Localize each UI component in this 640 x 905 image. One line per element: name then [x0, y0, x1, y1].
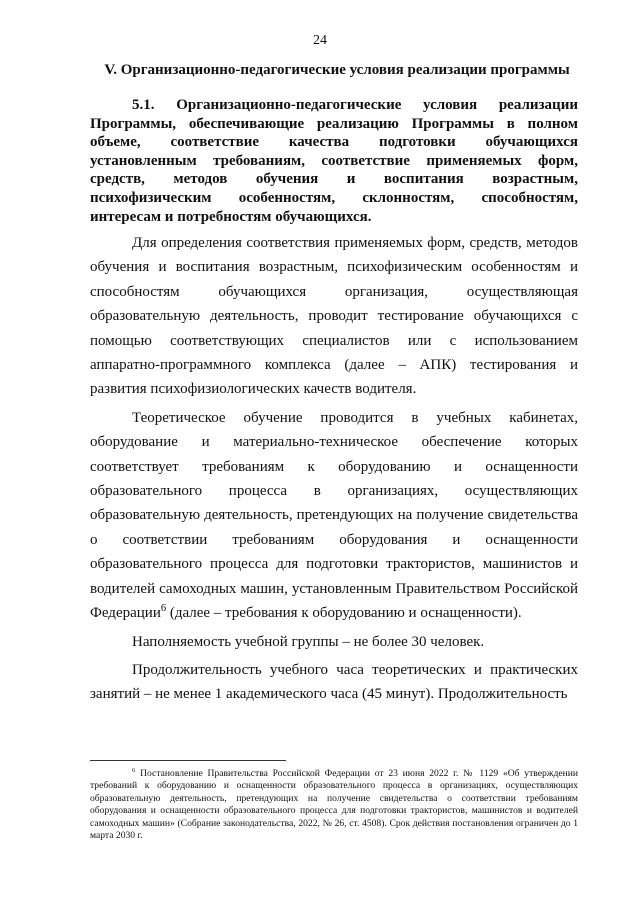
paragraph-text-tail: (далее – требования к оборудованию и оснащенности).	[166, 605, 522, 622]
paragraph-group-size: Наполняемость учебной группы – не более 30 человек.	[132, 633, 485, 650]
footnote-reference[interactable]: 6	[160, 603, 167, 615]
footnote-divider	[90, 760, 286, 761]
footnote-marker: 6	[132, 766, 136, 774]
section-title: V. Организационно-педагогические условия реализации программы	[104, 62, 570, 78]
footnote-text: Постановление Правительства Российской Федерации от 23 июня 2022 г. № 1129 «Об утверждении требований к оборудованию и оснащенности образовательного процесса в организациях, осуществляющих образовательную деятельность, претендующих на получение свидетельства о соответствии требованиям оборудования и оснащенности образовательного процесса для подготовки трактористов, машинистов и водителей самоходных машин» (Собрание законодательства, 2022, № 26, ст. 4508). Срок действия постановления ограничен до 1 марта 2030 г.	[90, 768, 578, 842]
paragraph-theoretical-training	[90, 406, 578, 626]
subsection-title: 5.1. Организационно-педагогические условия реализации Программы, обеспечивающие реализацию Программы в полном объеме, соответствие качества подготовки обучающихся установленным требованиям, соответствие применяемых форм, средств, методов обучения и воспитания возрастным, психофизическим особенностям, склонностям, способностям, интересам и потребностям обучающихся.	[90, 97, 578, 225]
paragraph-text: Теоретическое обучение проводится в учебных кабинетах, оборудование и материально-техническое обеспечение которых соответствует требованиям к оборудованию и оснащенности образовательного процесса в организациях, осуществляющих образовательную деятельность, претендующих на получение свидетельства о соответствии требованиям оборудования и оснащенности образовательного процесса для подготовки трактористов, машинистов и водителей самоходных машин, установленным Правительством Российской Федерации	[90, 409, 578, 622]
footnote	[90, 768, 578, 842]
paragraph-lesson-duration: Продолжительность учебного часа теоретических и практических занятий – не менее 1 академического часа (45 минут). Продолжительность	[90, 661, 578, 703]
body-text	[90, 231, 578, 711]
paragraph-apk-testing: Для определения соответствия применяемых форм, средств, методов обучения и воспитания возрастным, психофизическим особенностям и способностям обучающихся организация, осуществляющая образовательную деятельность, проводит тестирование обучающихся с помощью соответствующих специалистов или с использованием аппаратно-программного комплекса (далее – АПК) тестирования и развития психофизиологических качеств водителя.	[90, 235, 578, 398]
page-number: 24	[313, 33, 327, 48]
